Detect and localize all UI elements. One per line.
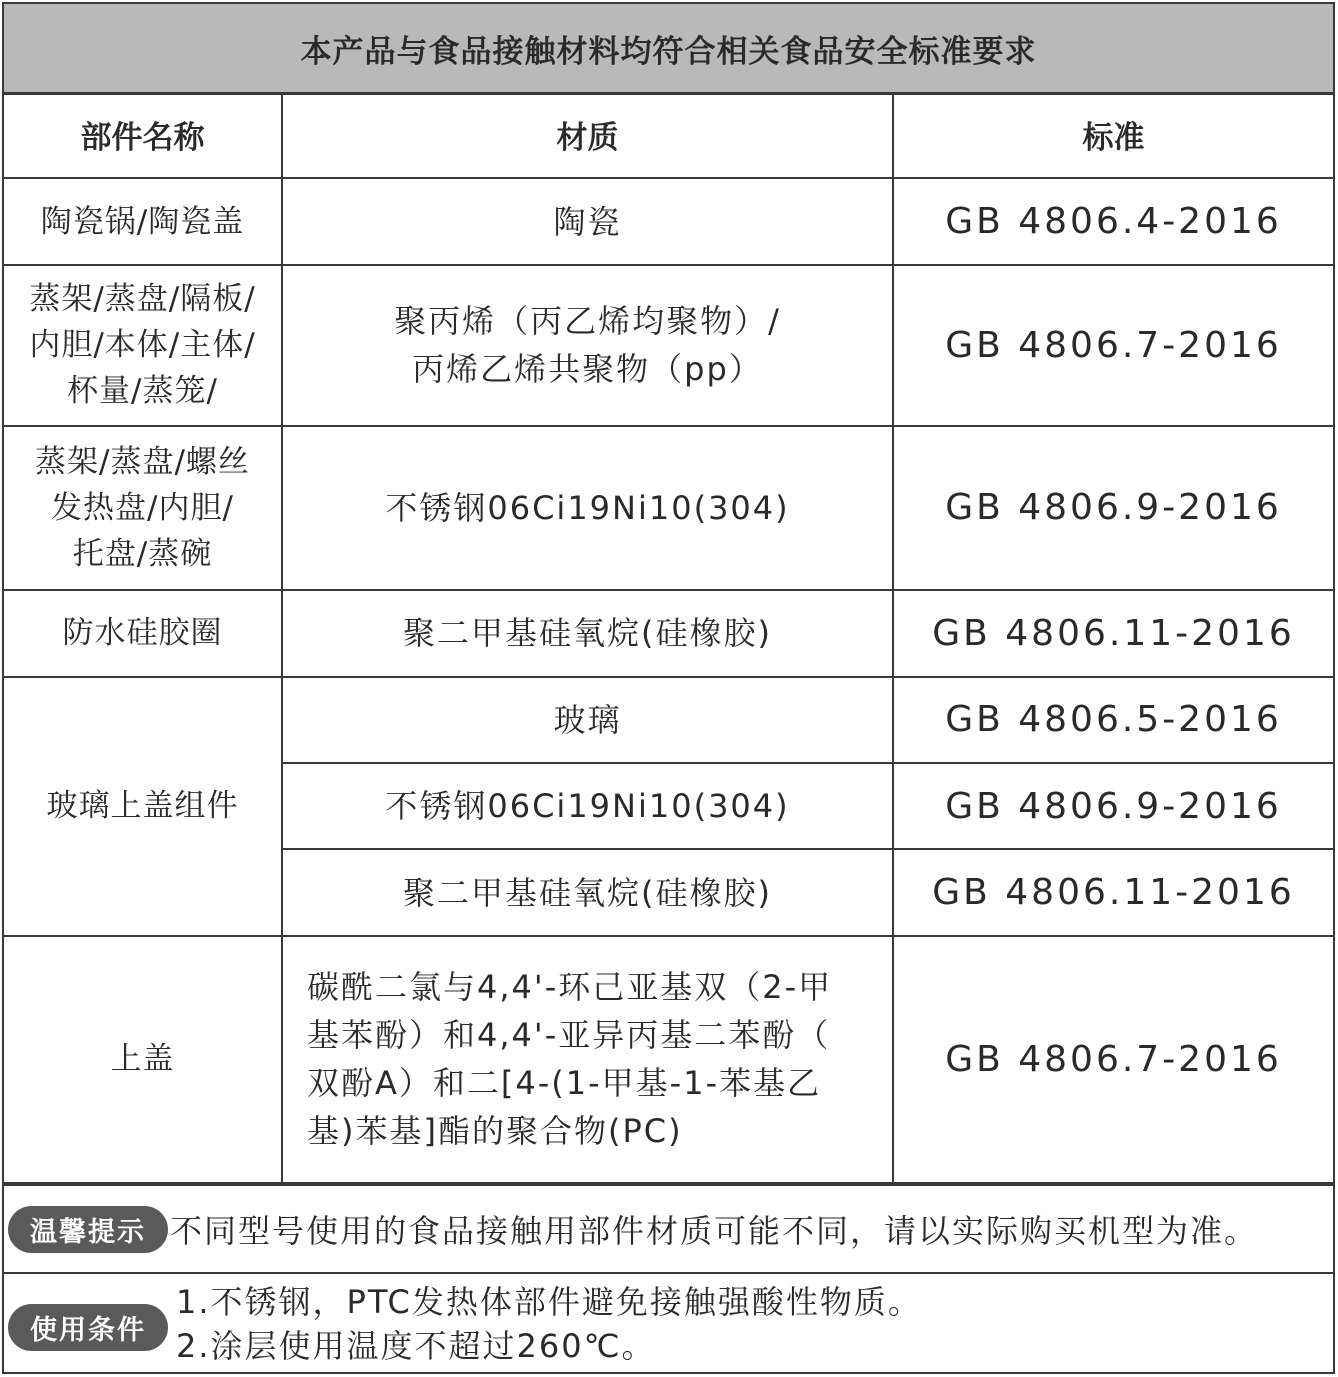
tip-text: 不同型号使用的食品接触用部件材质可能不同，请以实际购买机型为准。 [170, 1212, 1259, 1250]
material-cell: 陶瓷 [282, 178, 893, 264]
standard-cell: GB 4806.11-2016 [893, 849, 1333, 935]
conditions-list [176, 1280, 922, 1368]
standard-cell: GB 4806.9-2016 [893, 426, 1333, 591]
standard-cell: GB 4806.7-2016 [893, 936, 1333, 1183]
material-cell: 不锈钢06Ci19Ni10(304) [282, 426, 893, 591]
table-row [4, 677, 1333, 763]
table-row [4, 590, 1333, 676]
header-standard: 标准 [893, 92, 1333, 178]
tip-badge: 温馨提示 [8, 1206, 168, 1253]
standard-cell: GB 4806.5-2016 [893, 677, 1333, 763]
standard-cell: GB 4806.9-2016 [893, 763, 1333, 849]
table-row [4, 178, 1333, 264]
header-part: 部件名称 [4, 92, 282, 178]
material-cell: 聚丙烯（丙乙烯均聚物）/ 丙烯乙烯共聚物（pp） [282, 265, 893, 426]
material-cell: 玻璃 [282, 677, 893, 763]
part-cell: 蒸架/蒸盘/螺丝 发热盘/内胆/ 托盘/蒸碗 [4, 426, 282, 591]
table-row [4, 426, 1333, 591]
table-row [4, 265, 1333, 426]
title-bar [4, 4, 1333, 95]
material-standards-sheet [2, 2, 1335, 1374]
part-cell: 陶瓷锅/陶瓷盖 [4, 178, 282, 264]
material-cell: 聚二甲基硅氧烷(硅橡胶) [282, 590, 893, 676]
sheet-title: 本产品与食品接触材料均符合相关食品安全标准要求 [300, 33, 1037, 70]
part-cell-glass-lid-group: 玻璃上盖组件 [4, 677, 282, 936]
standard-cell: GB 4806.4-2016 [893, 178, 1333, 264]
condition-item: 1.不锈钢，PTC发热体部件避免接触强酸性物质。 [176, 1283, 922, 1321]
material-cell: 聚二甲基硅氧烷(硅橡胶) [282, 849, 893, 935]
standard-cell: GB 4806.11-2016 [893, 590, 1333, 676]
material-table [4, 92, 1333, 1184]
part-cell: 蒸架/蒸盘/隔板/ 内胆/本体/主体/ 杯量/蒸笼/ [4, 265, 282, 426]
material-cell: 碳酰二氯与4,4'-环己亚基双（2-甲 基苯酚）和4,4'-亚异丙基二苯酚（ 双酚A）和二[4-(1-甲基-1-苯基乙 基)苯基]酯的聚合物(PC) [282, 936, 893, 1183]
material-cell: 不锈钢06Ci19Ni10(304) [282, 763, 893, 849]
header-material: 材质 [282, 92, 893, 178]
conditions-badge: 使用条件 [8, 1304, 168, 1351]
table-row [4, 936, 1333, 1183]
table-header-row [4, 92, 1333, 178]
part-cell: 上盖 [4, 936, 282, 1183]
standard-cell: GB 4806.7-2016 [893, 265, 1333, 426]
part-cell: 防水硅胶圈 [4, 590, 282, 676]
condition-item: 2.涂层使用温度不超过260℃。 [176, 1327, 656, 1365]
conditions-row [4, 1272, 1333, 1376]
tip-row [4, 1184, 1333, 1274]
